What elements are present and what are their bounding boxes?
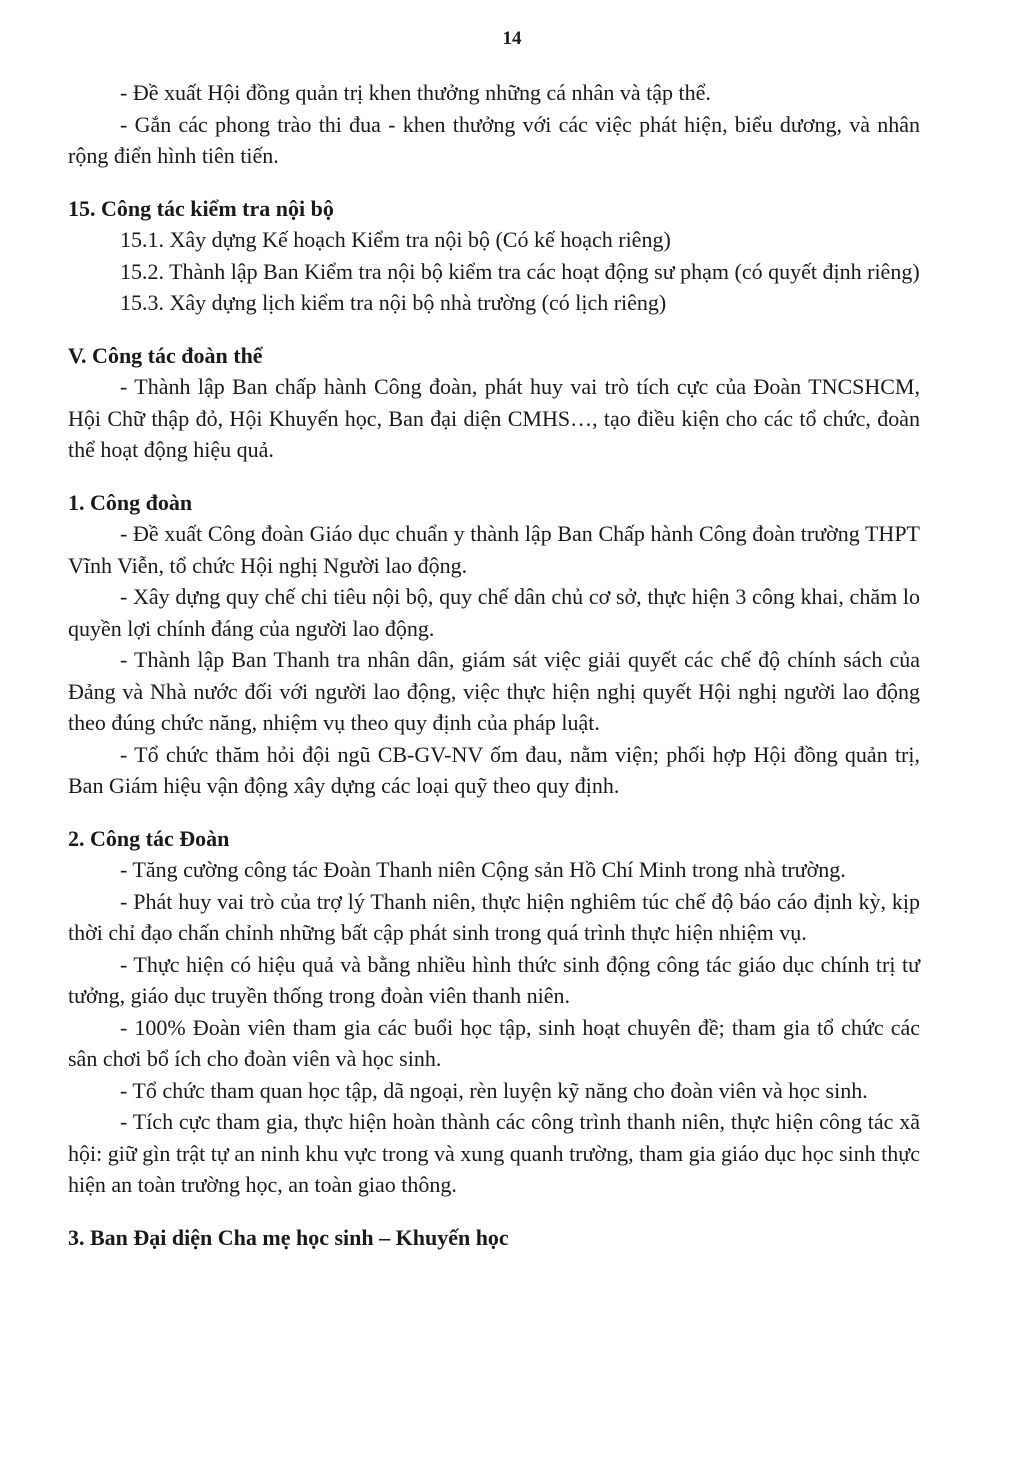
section-15-item-1: 15.1. Xây dựng Kế hoạch Kiểm tra nội bộ (Có kế hoạch riêng) [120, 227, 671, 252]
section-15-item-2: 15.2. Thành lập Ban Kiểm tra nội bộ kiểm tra các hoạt động sư phạm (có quyết định riêng) [120, 258, 920, 284]
section-1-item-2: - Xây dựng quy chế chi tiêu nội bộ, quy chế dân chủ cơ sở, thực hiện 3 công khai, chăm lo quyền lợi chính đáng của người lao động. [68, 584, 920, 641]
section-v-heading: V. Công tác đoàn thể [68, 342, 263, 368]
section-2-item-6: - Tích cực tham gia, thực hiện hoàn thành các công trình thanh niên, thực hiện công tác xã hội: giữ gìn trật tự an ninh khu vực trong và xung quanh trường, tham gia giáo dục học sinh thực hiện an toàn trường học, an toàn giao thông. [68, 1109, 920, 1197]
intro-paragraph-1: - Đề xuất Hội đồng quản trị khen thưởng những cá nhân và tập thể. [120, 80, 711, 105]
section-2-item-1: - Tăng cường công tác Đoàn Thanh niên Cộng sản Hồ Chí Minh trong nhà trường. [120, 857, 846, 882]
section-2-item-3: - Thực hiện có hiệu quả và bằng nhiều hình thức sinh động công tác giáo dục chính trị tư tưởng, giáo dục truyền thống trong đoàn viên thanh niên. [68, 951, 920, 1008]
section-2-heading: 2. Công tác Đoàn [68, 825, 230, 851]
section-2-item-4: - 100% Đoàn viên tham gia các buổi học tập, sinh hoạt chuyên đề; tham gia tổ chức các sân chơi bổ ích cho đoàn viên và học sinh. [68, 1014, 920, 1071]
section-1-heading: 1. Công đoàn [68, 489, 193, 515]
section-3-heading: 3. Ban Đại diện Cha mẹ học sinh – Khuyến học [68, 1224, 509, 1250]
section-1-item-4: - Tổ chức thăm hỏi đội ngũ CB-GV-NV ốm đau, nằm viện; phối hợp Hội đồng quản trị, Ban Giám hiệu vận động xây dựng các loại quỹ theo quy định. [68, 741, 920, 798]
section-2-item-2: - Phát huy vai trò của trợ lý Thanh niên, thực hiện nghiêm túc chế độ báo cáo định kỳ, kịp thời chỉ đạo chấn chỉnh những bất cập phát sinh trong quá trình thực hiện nhiệm vụ. [68, 888, 920, 945]
section-v-item-1: - Thành lập Ban chấp hành Công đoàn, phát huy vai trò tích cực của Đoàn TNCSHCM, Hội Chữ thập đỏ, Hội Khuyến học, Ban đại diện CMHS…, tạo điều kiện cho các tổ chức, đoàn thể hoạt động hiệu quả. [68, 374, 920, 462]
intro-paragraph-2: - Gắn các phong trào thi đua - khen thưởng với các việc phát hiện, biểu dương, và nhân rộng điển hình tiên tiến. [68, 111, 920, 168]
section-15-item-3: 15.3. Xây dựng lịch kiểm tra nội bộ nhà trường (có lịch riêng) [120, 290, 667, 315]
page-number: 14 [502, 28, 522, 49]
section-1-item-1: - Đề xuất Công đoàn Giáo dục chuẩn y thành lập Ban Chấp hành Công đoàn trường THPT Vĩnh Viễn, tổ chức Hội nghị Người lao động. [68, 521, 920, 578]
section-2-item-5: - Tổ chức tham quan học tập, dã ngoại, rèn luyện kỹ năng cho đoàn viên và học sinh. [120, 1077, 868, 1103]
document-body [68, 77, 920, 1253]
section-1-item-3: - Thành lập Ban Thanh tra nhân dân, giám sát việc giải quyết các chế độ chính sách của Đảng và Nhà nước đối với người lao động, việc thực hiện nghị quyết Hội nghị người lao động theo đúng chức năng, nhiệm vụ theo quy định của pháp luật. [68, 647, 920, 735]
section-15-heading: 15. Công tác kiểm tra nội bộ [68, 195, 334, 221]
